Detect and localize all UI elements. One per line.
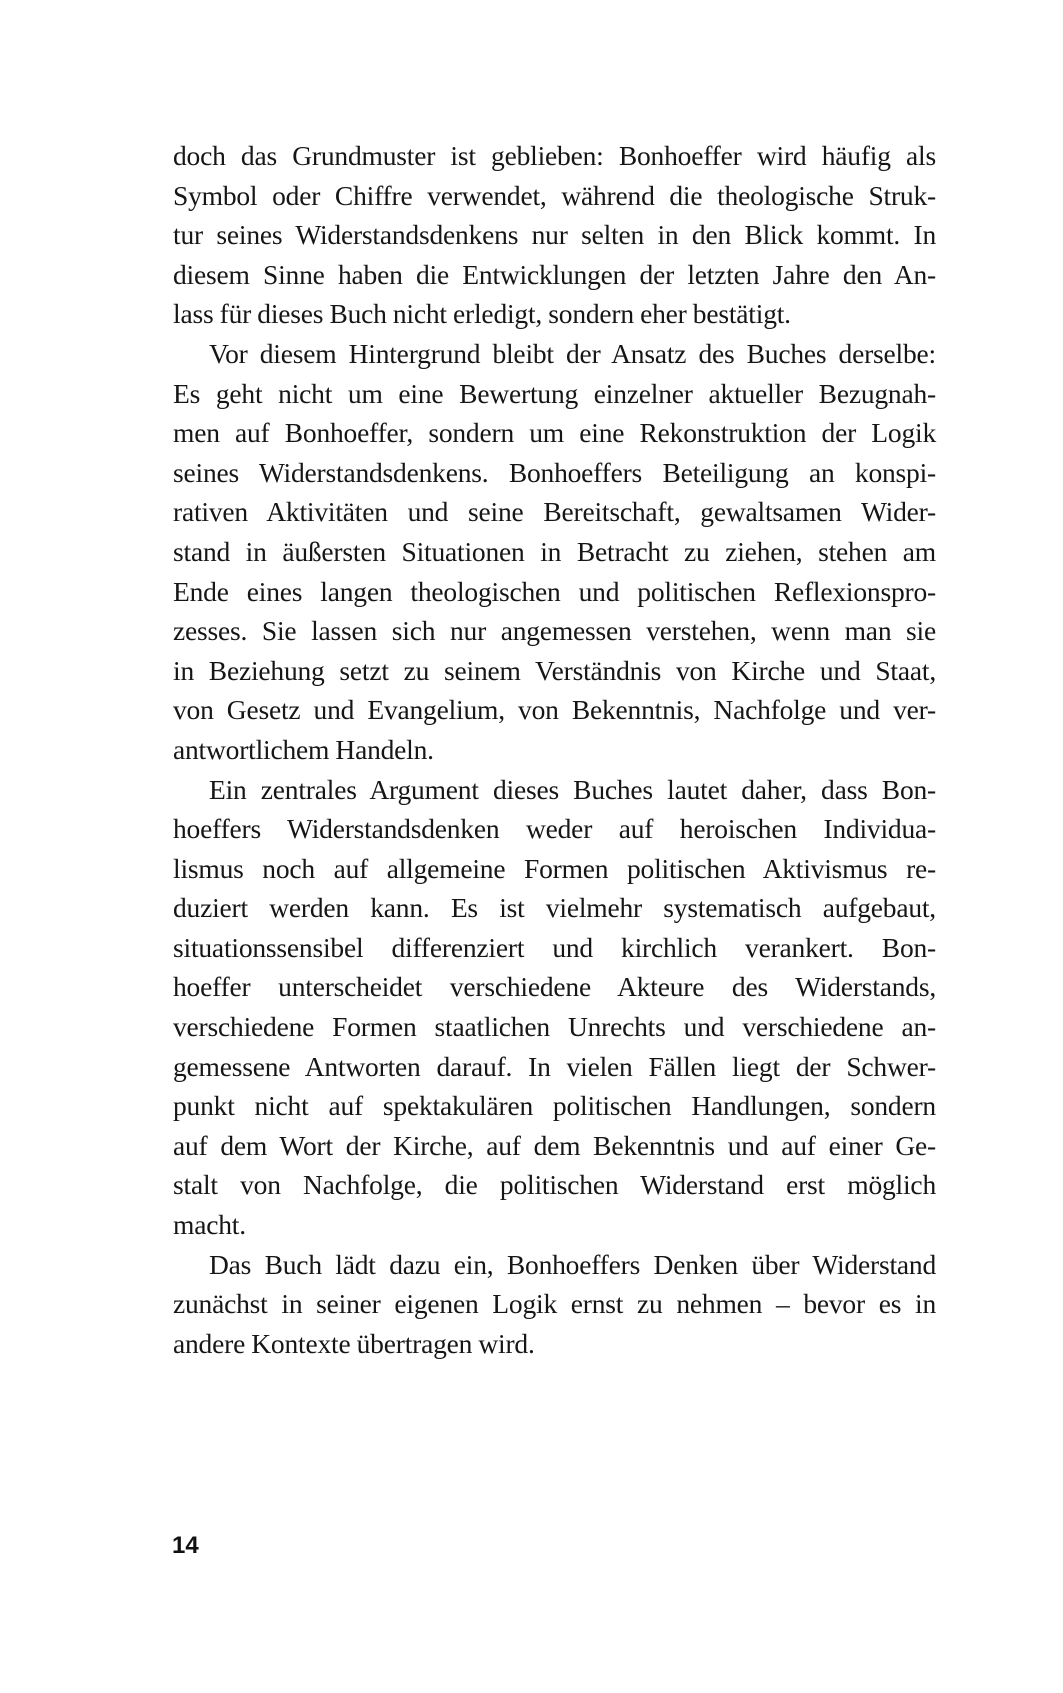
text-line: lismus noch auf allgemeine Formen politischen Aktivismus re- [173,852,936,884]
text-line: zunächst in seiner eigenen Logik ernst zu nehmen – bevor es in [173,1288,936,1320]
text-line: in Beziehung setzt zu seinem Verständnis von Kirche und Staat, [173,654,936,686]
text-line: macht. [173,1209,246,1241]
text-line: Ende eines langen theologischen und politischen Reflexionspro- [173,575,936,607]
paragraph [173,334,936,770]
text-line: verschiedene Formen staatlichen Unrechts und verschiedene an- [173,1011,936,1043]
text-line: stand in äußersten Situationen in Betracht zu ziehen, stehen am [173,535,936,567]
text-line: Es geht nicht um eine Bewertung einzelner aktueller Bezugnah- [173,377,936,409]
text-line: men auf Bonhoeffer, sondern um eine Rekonstruktion der Logik [173,417,936,449]
paragraph [173,770,936,1245]
text-line: lass für dieses Buch nicht erledigt, sondern eher bestätigt. [173,298,791,330]
text-line: Ein zentrales Argument dieses Buches lautet daher, dass Bon- [209,773,936,805]
text-line: hoeffer unterscheidet verschiedene Akteure des Widerstands, [173,971,936,1003]
page-number: 14 [172,1532,199,1559]
text-line: doch das Grundmuster ist geblieben: Bonhoeffer wird häufig als [173,140,936,171]
paragraph [173,1245,936,1364]
text-line: rativen Aktivitäten und seine Bereitschaft, gewaltsamen Wider- [173,496,936,528]
text-line: stalt von Nachfolge, die politischen Widerstand erst möglich [173,1169,936,1201]
text-line: gemessene Antworten darauf. In vielen Fällen liegt der Schwer- [173,1050,936,1082]
body-text [173,136,936,1363]
text-line: hoeffers Widerstandsdenken weder auf heroischen Individua- [173,813,936,845]
text-line: antwortlichem Handeln. [173,733,434,765]
text-line: punkt nicht auf spektakulären politischen Handlungen, sondern [173,1090,936,1122]
text-line: Symbol oder Chiffre verwendet, während die theologische Struk- [173,179,936,211]
text-line: duziert werden kann. Es ist vielmehr systematisch aufgebaut, [173,892,936,924]
text-line: situationssensibel differenziert und kirchlich verankert. Bon- [173,931,936,963]
text-line: seines Widerstandsdenkens. Bonhoeffers Beteiligung an konspi- [173,456,936,488]
text-line: andere Kontexte übertragen wird. [173,1327,535,1359]
text-line: von Gesetz und Evangelium, von Bekenntnis, Nachfolge und ver- [173,694,936,726]
text-line: diesem Sinne haben die Entwicklungen der letzten Jahre den An- [173,258,936,290]
text-line: Vor diesem Hintergrund bleibt der Ansatz des Buches derselbe: [209,337,936,369]
text-line: Das Buch lädt dazu ein, Bonhoeffers Denken über Widerstand [209,1248,936,1280]
text-line: auf dem Wort der Kirche, auf dem Bekenntnis und auf einer Ge- [173,1129,936,1161]
text-line: zesses. Sie lassen sich nur angemessen verstehen, wenn man sie [173,615,936,647]
text-line: tur seines Widerstandsdenkens nur selten in den Blick kommt. In [173,219,936,251]
paragraph [173,136,936,334]
